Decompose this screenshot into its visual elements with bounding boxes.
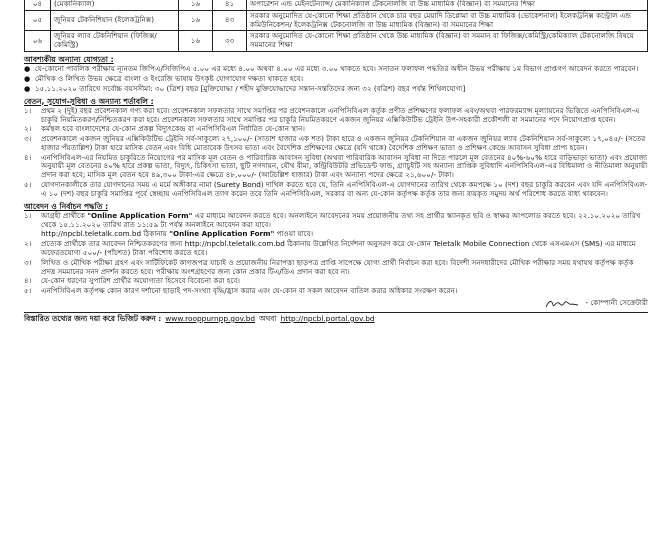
bullet-icon: ● <box>24 73 31 83</box>
row-post-name: জুনিয়র টেকনিশিয়ান (ইলেকট্রনিক্স) <box>51 10 179 31</box>
list-item: ৪। এনপিসিবিএল-এর নিয়মিত চাকুরিতে নিয়োগের পর মাসিক মূল বেতন ও পারিবারিক আবাসন সুবিধা (অথবা পারিবারিক আবাসন সুবিধা না দিতে পারলে মূল বেতনের ৪০%-৬০% হারে বাড়িভাড়া ভাতা) এবং প্রযোজ্য অনুযায়ী মূল বেতনের ৪০% হারে প্রকল্প ভাতা, বিদ্যুৎ, চিকিৎসা ভাতা, ছুটি নগদায়ন, যৌথ বীমা, কন্ট্রিবিউটরি প্রভিডেন্ট ফান্ড, গ্র্যাচুইটি সহ অন্যান্য প্রাপ্তিক সুবিধাদি এনপিসিবিএল-এর বিধিমালা ও নীতিমালা অনুযায়ী প্রদান করা হবে; মাসিক মূল বেতন হবে ৪৯,৩০০ টাকা-এর ক্ষেত্রে ৪৮,০০০/- (আটচল্লিশ হাজার) টাকা এবং অন্যান্য পদের ক্ষেত্রে ২১,৬০০/- টাকা। <box>24 152 648 180</box>
list-item: ● যে-কোনো পাবলিক পরীক্ষায় ন্যূনতম জিপিএ/সিজিপিএ ৫.০০ এর মধ্যে ৪.০০ অথবা ৪.০০ এর মধ্যে ৩.০০ থাকতে হবে। সনাতন ফলাফল পদ্ধতির অধীন উভয় পরীক্ষায় ১ম বিভাগ প্রাপ্তগণ আবেদন করতে পারবেন। <box>24 64 639 74</box>
footer <box>24 312 648 323</box>
signature-title: - কোম্পানী সেক্রেটারী <box>585 298 648 308</box>
row-grade: ১৬ <box>179 31 213 52</box>
footer-or: অথবা <box>259 313 277 323</box>
list-item: http://npcbl.teletalk.com.bd ঠিকানায় "Online Application Form" পাওয়া যাবে। <box>41 229 314 239</box>
row-serial: ০৪ <box>25 0 51 10</box>
row-count: ৪৩ <box>213 10 247 31</box>
row-qualification: সরকার অনুমোদিত যে-কোনো শিক্ষা প্রতিষ্ঠান থেকে উচ্চ মাধ্যমিক (বিজ্ঞান) বা সমমান বা ফিজিক্স/কেমিস্ট্রি/কেমিক্যাল টেকনোলজি বিষয়ে সমমানের শিক্ষা <box>247 31 648 52</box>
application-list <box>24 212 648 296</box>
bullet-icon: ● <box>24 83 31 93</box>
list-item: ৫। যোগদানকালীকে তার যোগদানের সময় এ মর্মে অঙ্গীকার নামা (Surety Bond) দাখিল করতে হবে যে, তিনি এনপিসিবিএল-এ যোগদানের তারিখ থেকে কমপক্ষে ১০ (দশ) বছর চাকুরি করবেন এবং যদি এনপিসিবিএল-এ ১০ (দশ) বছর চাকুরি সমাপ্তির পূর্বে স্বেচ্ছায় এনপিসিবিএল ত্যাগ করেন তবে তিনি এনপিসিবিএল, সরকার বা অন্য যে-কোন কর্তৃপক্ষ কর্তৃক তার জন্য ব্যয়কৃত সমুদয় অর্থ পরিশোধ করতে বাধ্য থাকবেন। <box>24 180 648 198</box>
table-row <box>25 10 648 31</box>
qualifications-list <box>24 65 648 93</box>
row-post-name: জুনিয়র ল্যাব টেকনিশিয়ান (ফিজিক্স/কেমিস্ট্রি) <box>51 31 179 52</box>
application-heading: আবেদন ও নির্বাচন পদ্ধতি : <box>24 201 109 211</box>
row-serial: ০৫ <box>25 10 51 31</box>
row-grade: ১৬ <box>179 10 213 31</box>
row-qualification: সরকার অনুমোদিত যে-কোনো শিক্ষা প্রতিষ্ঠান থেকে চার বছর মেয়াদি ডিপ্লোমা বা উচ্চ মাধ্যমিক (ভোকেশনাল) ইলেকট্রনিক্স কন্ট্রোল এন্ড কমিউনিকেশন/ ইলেকট্রনিক্স টেকনোলজি বা উচ্চ মাধ্যমিক (বিজ্ঞান) বা সমমানের শিক্ষা <box>247 10 648 31</box>
signature-block <box>24 298 648 310</box>
list-item: ৩। প্রবেশনকালে একজন জুনিয়র এক্সিকিউটিভ ট্রেইনি সর্ব-সাকুল্যে ২৭,১০০/- (সাতাশ হাজার এক শত) টাকা হারে ও একজন জুনিয়র টেকনিশিয়ান বা একজন জুনিয়র ল্যাব টেকনিশিয়ান সর্ব-সাকুল্যে ১৭,০৪৫/- (সতের হাজার পঁয়তাল্লিশ) টাকা হারে মাসিক বেতন এবং বিধি মোতাবেক উৎসব ভাতা এবং বৈদেশিক প্রশিক্ষণের ক্ষেত্রে (যদি থাকে) বৈদেশিক প্রশিক্ষণ ভাতা ও প্রশিক্ষণ কেন্দ্রে আবাসন সুবিধা প্রাপ্য হবেন। <box>24 134 646 152</box>
list-item: ১। আগ্রহী প্রার্থীকে "Online Application Form" এর মাধ্যমে আবেদন করতে হবে। অনলাইনে আবেদনের সময় প্রয়োজনীয় তথ্য সহ প্রার্থীর স্ক্যানকৃত ছবি ও স্বাক্ষর আপলোড করতে হবে। ২২.১০.২০২০ তারিখ থেকে ১৫.১১.২০২০ তারিখ রাত ১১:৫৯ টা পর্যন্ত অনলাইনে আবেদন করা যাবে। <box>24 210 641 229</box>
footer-label: বিস্তারিত তথ্যের জন্য দয়া করে ভিজিট করুন : <box>24 313 162 323</box>
list-item: ● ১৫.১১.২০২০ তারিখে সর্বোচ্চ বয়সসীমা: ৩০ (ত্রিশ) বছর [মুক্তিযোদ্ধা / শহীদ মুক্তিযোদ্ধাদের সন্তান-সন্ততিদের জন্য ৩২ (বত্রিশ) বছর পর্যন্ত শিথিলযোগ্য] <box>24 83 466 93</box>
list-item: ৫। এনপিসিবিএল কর্তৃপক্ষ কোন কারণ দর্শানো ছাড়াই পদ-সংখ্যা বৃদ্ধি/হ্রাস করার এবং যে-কোন বা সকল আবেদন বাতিল করার অধিকার সংরক্ষণ করেন। <box>24 286 458 296</box>
list-item: ২। কর্মস্থল হবে বাংলাদেশের যে-কোন প্রকল্প বিদ্যুৎকেন্দ্র বা এনপিসিবিএল নির্ধারিত যে-কোন স্থান। <box>24 124 305 134</box>
row-serial: ০৬ <box>25 31 51 52</box>
salary-list <box>24 107 648 199</box>
row-count: ৪১ <box>213 0 247 10</box>
row-qualification: অপারেশন এন্ড মেইনটেন্যান্স/ মেকানিক্যাল টেকনোলজি বা উচ্চ মাধ্যমিক (বিজ্ঞান) বা সমমানের শিক্ষা <box>247 0 648 10</box>
website-link-1[interactable]: www.rooppurnpp.gov.bd <box>165 313 256 323</box>
list-item: ৪। যে-কোন ধরণের সুপারিশ প্রার্থীর অযোগ্যতা হিসেবে বিবেচনা করা হবে। <box>24 276 240 286</box>
jobs-table <box>24 0 648 52</box>
salary-heading: বেতন, সুযোগ-সুবিধা ও অন্যান্য শর্তাবলি : <box>24 96 154 106</box>
website-link-2[interactable]: http://npcbl.portal.gov.bd <box>280 313 375 323</box>
signature-mark <box>545 298 579 310</box>
row-grade: ১৬ <box>179 0 213 10</box>
list-item: ● মৌখিক ও লিখিত উভয় ক্ষেত্রে বাংলা ও ইংরেজি ভাষায় উৎকৃষ্ট যোগাযোগ দক্ষতা থাকতে হবে। <box>24 73 304 83</box>
row-post-name: (মেকানিক্যাল) <box>51 0 179 10</box>
row-count: ৩৩ <box>213 31 247 52</box>
list-item: ১। প্রথম ২ (দুই) বছর প্রবেশনকাল গণ্য করা হবে। প্রবেশনকাল সফলতার সাথে সমাপ্তির পর প্রবেশনকালে এনপিসিবিএল কর্তৃক প্রণীত প্রশিক্ষণের ফলাফল এবং/অথবা পারফরম্যান্স মূল্যায়নের ভিত্তিতে এনপিসিবিএল-এ চাকুরি নিয়মিতকরণ/নিশ্চিতকরণ করা হবে। প্রবেশনকাল সফলতার সাথে সমাপ্তির পর চাকুরি নিয়মিতকরণে একজন জুনিয়র এক্সিকিউটিভ ট্রেইনি উপ-সহকারী প্রকৌশলী বা সমমানের পদে নিয়োগপ্রাপ্ত হবেন। <box>24 105 640 124</box>
list-item: ২। প্রত্যেক প্রার্থীকে তার আবেদন নিশ্চিতকরণের জন্য http://npcbl.teletalk.com.bd ঠিকানায় উল্লেখিত নির্দেশনা অনুসরণ করে যে-কোন Teletalk Mobile Connection থেকে এসএমএস (SMS) এর মাধ্যমে অফেরতযোগ্য ৫০০/- (পাঁচশত) টাকা পরিশোধ করতে হবে। <box>24 239 636 257</box>
table-row <box>25 31 648 52</box>
bullet-icon: ● <box>24 64 31 74</box>
table-row <box>25 0 648 10</box>
qualifications-heading: আবশ্যকীয় অন্যান্য যোগ্যতা : <box>24 54 114 64</box>
list-item: ৩। লিখিত ও মৌখিক পরীক্ষা গ্রহণ এবং সার্টিফিকেট কাগজপত্র যাচাই ও প্রয়োজনীয় নিরাপত্তা ছাড়পত্র প্রাপ্তি সাপেক্ষে যোগ্য প্রার্থী নির্বাচন করা হবে। বিদেশী সনদধারীদের মৌখিক পরীক্ষার সময় যথাযথ কর্তৃপক্ষ কর্তৃক প্রদত্ত সমমানের সনদ প্রদর্শন করতে হবে। পরীক্ষায় অংশগ্রহণের জন্য কোন প্রকার টিএ/ডিএ প্রদান করা হবে না। <box>24 257 634 276</box>
